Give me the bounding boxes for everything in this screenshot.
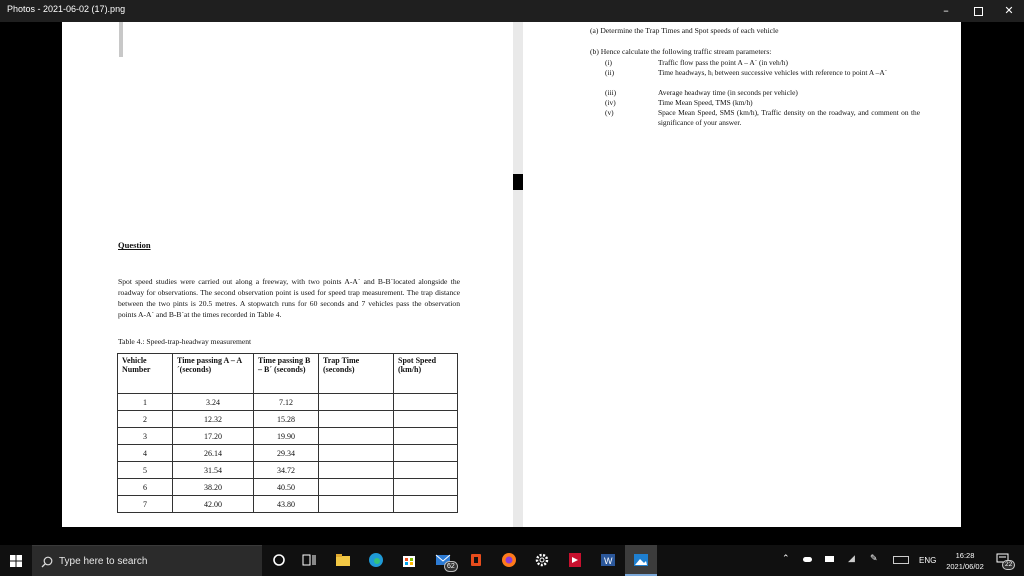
close-button[interactable] — [993, 0, 1024, 22]
svg-text:W: W — [604, 556, 613, 566]
cell-vehicle: 5 — [118, 462, 173, 479]
subitem-text: Time headways, hᵢ between successive vehicles with reference to point A –A` — [658, 68, 888, 77]
item-a-text: (a) Determine the Trap Times and Spot speeds of each vehicle — [590, 26, 779, 35]
cell-time-a: 42.00 — [173, 496, 254, 513]
cell-time-b: 29.34 — [254, 445, 319, 462]
cell-time-a: 26.14 — [173, 445, 254, 462]
cell-vehicle: 4 — [118, 445, 173, 462]
notification-center-button[interactable] — [996, 553, 1012, 569]
notification-count-badge: 22 — [1002, 560, 1015, 570]
firefox-icon — [500, 551, 518, 569]
cell-time-a: 17.20 — [173, 428, 254, 445]
task-view-icon — [300, 551, 318, 569]
subitem-text: Average headway time (in seconds per vehicle) — [658, 88, 798, 97]
cell-time-b: 15.28 — [254, 411, 319, 428]
maximize-button[interactable] — [962, 0, 994, 22]
word-button[interactable] — [599, 551, 617, 569]
cortana-icon — [270, 551, 288, 569]
cell-vehicle: 1 — [118, 394, 173, 411]
text-cursor-bar — [119, 22, 123, 57]
cell-vehicle: 7 — [118, 496, 173, 513]
taskbar-search-box[interactable] — [32, 545, 262, 576]
cell-time-b: 7.12 — [254, 394, 319, 411]
close-icon: ✕ — [1004, 4, 1014, 17]
cell-spot-speed — [394, 428, 458, 445]
cell-trap-time — [319, 479, 394, 496]
edge-button[interactable] — [367, 551, 385, 569]
header-time-a: Time passing A – A´(seconds) — [173, 354, 254, 394]
store-button[interactable] — [400, 551, 418, 569]
search-icon — [41, 556, 53, 568]
photos-icon — [632, 551, 650, 569]
battery-icon[interactable] — [825, 556, 834, 562]
start-button[interactable] — [0, 545, 32, 576]
question-heading: Question — [118, 240, 151, 250]
cell-spot-speed — [394, 394, 458, 411]
cell-time-b: 19.90 — [254, 428, 319, 445]
table-row — [118, 462, 458, 479]
cell-time-a: 38.20 — [173, 479, 254, 496]
app-button[interactable] — [566, 551, 584, 569]
subitem-text: Traffic flow pass the point A – A` (in veh/h) — [658, 58, 788, 67]
minimize-icon: – — [943, 4, 949, 17]
onedrive-icon[interactable] — [803, 557, 812, 562]
question-paragraph: Spot speed studies were carried out along a freeway, with two points A-A´ and B-B´located alongside the roadway for observations. The second observation point is used for speed trap measurement. The trap distance between the two pints is 20.5 metres. A stopwatch runs for 60 seconds and 7 vehicles pass the observation points A-A´ and B-B´at the times recorded in Table 4. — [118, 277, 460, 319]
mail-badge: 62 — [444, 561, 458, 572]
table-row — [118, 479, 458, 496]
restore-icon — [974, 7, 983, 16]
subitem-text: Time Mean Speed, TMS (km/h) — [658, 98, 753, 107]
cell-vehicle: 6 — [118, 479, 173, 496]
app-icon — [566, 551, 584, 569]
window-title: Photos - 2021-06-02 (17).png — [7, 4, 126, 14]
speed-trap-table — [117, 353, 458, 513]
keyboard-icon[interactable] — [893, 556, 909, 564]
cell-trap-time — [319, 411, 394, 428]
store-icon — [400, 551, 418, 569]
image-viewer — [0, 22, 1024, 545]
cell-spot-speed — [394, 411, 458, 428]
cell-vehicle: 2 — [118, 411, 173, 428]
subitem-number: (iv) — [605, 98, 616, 107]
table-row — [118, 394, 458, 411]
document-page-right — [523, 22, 961, 527]
cell-spot-speed — [394, 496, 458, 513]
word-icon — [599, 551, 617, 569]
language-indicator[interactable]: ENG — [919, 556, 937, 565]
header-time-b: Time passing B – B´ (seconds) — [254, 354, 319, 394]
cell-trap-time — [319, 496, 394, 513]
photos-button[interactable] — [625, 545, 657, 576]
cell-trap-time — [319, 428, 394, 445]
cell-time-b: 34.72 — [254, 462, 319, 479]
header-spot-speed: Spot Speed (km/h) — [394, 354, 458, 394]
subitem-number: (ii) — [605, 68, 615, 77]
clock[interactable] — [938, 550, 992, 572]
subitem-number: (v) — [605, 108, 614, 117]
cell-spot-speed — [394, 445, 458, 462]
title-bar — [0, 0, 1024, 22]
page-gutter-bottom — [513, 190, 523, 527]
table-row — [118, 445, 458, 462]
table-caption: Table 4.: Speed-trap-headway measurement — [118, 337, 252, 346]
clock-date: 2021/06/02 — [946, 562, 984, 571]
mail-button[interactable] — [434, 551, 455, 570]
cell-time-a: 12.32 — [173, 411, 254, 428]
network-icon[interactable]: ◢ — [848, 554, 855, 564]
item-b-text: (b) Hence calculate the following traffic stream parameters: — [590, 47, 772, 56]
windows-logo-icon — [10, 555, 22, 567]
minimize-button[interactable] — [930, 0, 962, 22]
folder-icon — [334, 551, 352, 569]
clock-time: 16:28 — [955, 551, 975, 560]
cell-spot-speed — [394, 479, 458, 496]
taskbar — [0, 545, 1024, 576]
table-header-row — [118, 354, 458, 394]
cell-time-b: 40.50 — [254, 479, 319, 496]
table-row — [118, 496, 458, 513]
document-page-left — [62, 22, 513, 527]
cell-time-b: 43.80 — [254, 496, 319, 513]
page-gutter-top — [513, 22, 523, 174]
firefox-button[interactable] — [500, 551, 518, 569]
gear-icon — [533, 551, 551, 569]
cell-time-a: 31.54 — [173, 462, 254, 479]
chevron-up-icon[interactable]: ⌃ — [782, 554, 790, 564]
file-explorer-button[interactable] — [334, 551, 352, 569]
cell-vehicle: 3 — [118, 428, 173, 445]
table-row — [118, 411, 458, 428]
cell-time-a: 3.24 — [173, 394, 254, 411]
subitem-number: (iii) — [605, 88, 617, 97]
cortana-button[interactable] — [270, 551, 288, 569]
table-row — [118, 428, 458, 445]
header-vehicle-number: Vehicle Number — [118, 354, 173, 394]
subitem-text: Space Mean Speed, SMS (km/h), Traffic density on the roadway, and comment on the significance of your answer. — [658, 108, 920, 127]
office-button[interactable] — [467, 551, 485, 569]
search-placeholder: Type here to search — [59, 556, 148, 567]
edge-browser-icon — [367, 551, 385, 569]
pen-icon[interactable]: ✎ — [870, 554, 878, 564]
cell-trap-time — [319, 445, 394, 462]
subitem-number: (i) — [605, 58, 612, 67]
header-trap-time: Trap Time (seconds) — [319, 354, 394, 394]
cell-trap-time — [319, 462, 394, 479]
settings-button[interactable] — [533, 551, 551, 569]
cell-trap-time — [319, 394, 394, 411]
task-view-button[interactable] — [300, 551, 318, 569]
cell-spot-speed — [394, 462, 458, 479]
office-icon — [467, 551, 485, 569]
